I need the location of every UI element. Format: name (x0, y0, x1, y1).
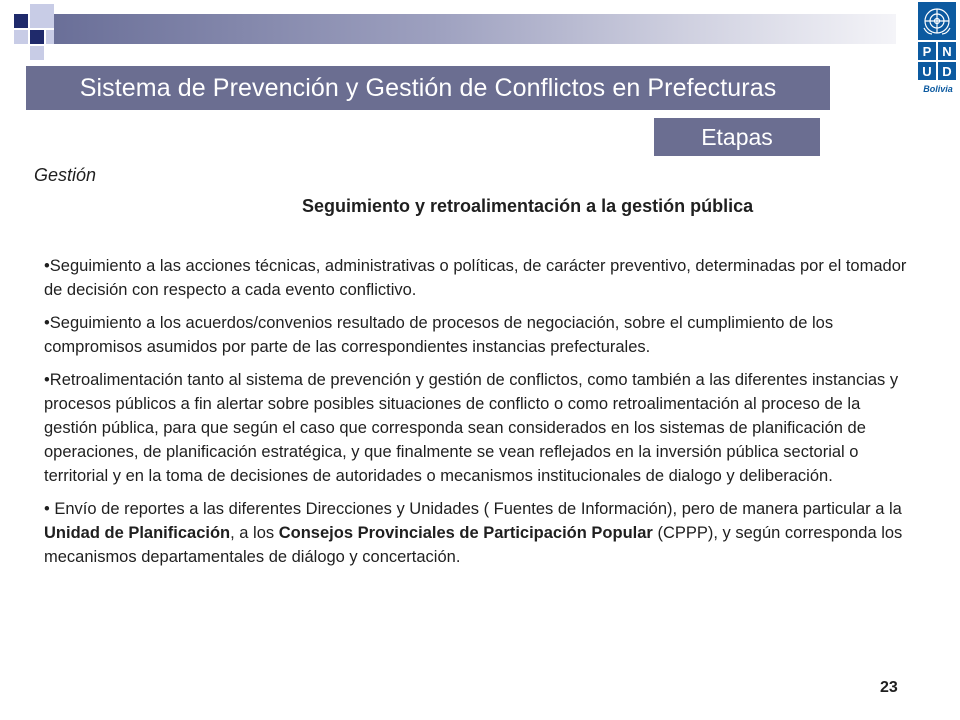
svg-text:Bolivia: Bolivia (923, 84, 953, 94)
bullet-marker: • (44, 500, 55, 518)
decor-square (14, 30, 28, 44)
bullet-list (44, 254, 908, 569)
bullet-text: Envío de reportes a las diferentes Direcciones y Unidades ( Fuentes de Información), pero de manera particular a la (54, 500, 902, 518)
decor-square (30, 46, 44, 60)
bullet-marker: • (44, 257, 50, 275)
bullet-item (44, 254, 908, 302)
slide-title: Sistema de Prevención y Gestión de Conflictos en Prefecturas (79, 73, 777, 102)
slide-title-bar (26, 66, 830, 110)
section-label: Gestión (34, 165, 97, 185)
bullet-text-bold: Consejos Provinciales de Participación Popular (278, 524, 653, 542)
decor-square (30, 4, 54, 28)
bullet-text: Seguimiento a los acuerdos/convenios resultado de procesos de negociación, sobre el cumplimiento de los compromisos asumidos por parte de las correspondientes instancias prefecturales. (44, 314, 834, 356)
stage-tag-label: Etapas (701, 123, 773, 150)
subheading: Seguimiento y retroalimentación a la gestión pública (302, 196, 754, 216)
svg-text:U: U (922, 64, 932, 79)
bullet-item (44, 368, 908, 488)
bullet-marker: • (44, 371, 50, 389)
bullet-text: (CPPP), y según corresponda los mecanismos departamentales de diálogo y concertación. (44, 524, 903, 566)
decor-square (14, 14, 28, 28)
svg-text:N: N (942, 44, 952, 59)
svg-text:P: P (922, 44, 932, 59)
stage-tag (654, 118, 820, 156)
bullet-text: Retroalimentación tanto al sistema de prevención y gestión de conflictos, como también a las diferentes instancias y procesos públicos a fin alertar sobre posibles situaciones de conflicto o como retroalimentación al proceso de la gestión pública, para que según el caso que corresponda sean considerados en los sistemas de planificación de operaciones, de planificación estratégica, y que finalmente se vean reflejados en la inversión pública sectorial o territorial y en la toma de decisiones de autoridades o mecanismos institucionales de dialogo y deliberación. (44, 371, 899, 485)
header-gradient-stripe (54, 14, 896, 44)
bullet-item (44, 497, 908, 569)
decor-square (30, 30, 44, 44)
bullet-text: Seguimiento a las acciones técnicas, administrativas o políticas, de carácter preventivo, determinadas por el tomador de decisión con respecto a cada evento conflictivo. (44, 257, 907, 299)
svg-text:D: D (942, 64, 952, 79)
bullet-text-bold: Unidad de Planificación (44, 524, 231, 542)
page-number: 23 (880, 679, 898, 696)
bullet-marker: • (44, 314, 50, 332)
bullet-item (44, 311, 908, 359)
pnud-logo (912, 0, 960, 100)
bullet-text: , a los (230, 524, 279, 542)
